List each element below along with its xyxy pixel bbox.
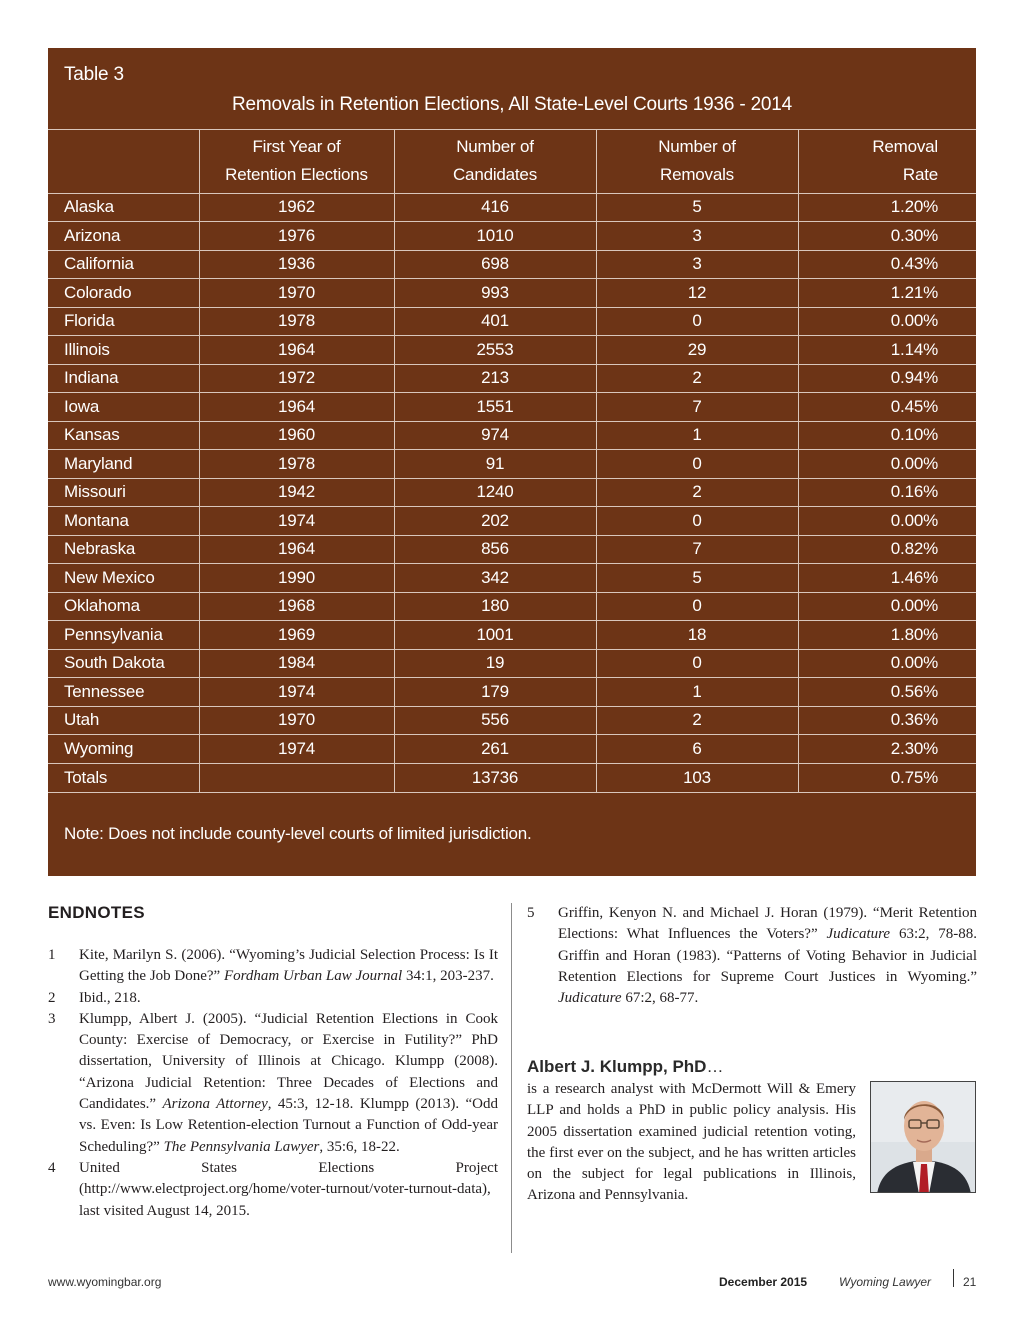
header-state xyxy=(48,130,199,193)
candidates-cell: 342 xyxy=(394,564,596,593)
state-cell: Alaska xyxy=(48,193,199,222)
endnote-3 xyxy=(48,1009,498,1158)
removal-rate-cell: 0.43% xyxy=(798,250,976,279)
removals-cell: 0 xyxy=(596,592,798,621)
first-year-cell: 1942 xyxy=(199,478,394,507)
removal-rate-cell: 1.14% xyxy=(798,336,976,365)
footer-issue-date: December 2015 xyxy=(719,1275,808,1289)
footer-publication: Wyoming Lawyer xyxy=(839,1275,932,1289)
candidates-cell: 856 xyxy=(394,535,596,564)
first-year-cell: 1960 xyxy=(199,421,394,450)
candidates-cell: 91 xyxy=(394,450,596,479)
state-cell: Wyoming xyxy=(48,735,199,764)
removal-rate-cell: 1.21% xyxy=(798,279,976,308)
totals-rate: 0.75% xyxy=(798,763,976,792)
table-row xyxy=(48,393,976,422)
first-year-cell: 1962 xyxy=(199,193,394,222)
candidates-cell: 1001 xyxy=(394,621,596,650)
author-name-ellipsis: … xyxy=(706,1057,724,1076)
state-cell: Pennsylvania xyxy=(48,621,199,650)
candidates-cell: 698 xyxy=(394,250,596,279)
state-cell: Tennessee xyxy=(48,678,199,707)
removal-rate-cell: 0.94% xyxy=(798,364,976,393)
state-cell: South Dakota xyxy=(48,649,199,678)
removals-cell: 1 xyxy=(596,678,798,707)
candidates-cell: 2553 xyxy=(394,336,596,365)
candidates-cell: 1240 xyxy=(394,478,596,507)
totals-label: Totals xyxy=(48,763,199,792)
table-row xyxy=(48,478,976,507)
table-row xyxy=(48,564,976,593)
removal-rate-cell: 1.80% xyxy=(798,621,976,650)
header-removals: Number of Removals xyxy=(596,130,798,193)
removals-cell: 1 xyxy=(596,421,798,450)
removals-cell: 5 xyxy=(596,564,798,593)
state-cell: Montana xyxy=(48,507,199,536)
table-note: Note: Does not include county-level courts of limited jurisdiction. xyxy=(64,824,532,843)
removals-cell: 0 xyxy=(596,507,798,536)
candidates-cell: 401 xyxy=(394,307,596,336)
endnote-4 xyxy=(48,1158,498,1222)
first-year-cell: 1936 xyxy=(199,250,394,279)
state-cell: Kansas xyxy=(48,421,199,450)
removal-rate-cell: 0.00% xyxy=(798,507,976,536)
endnote-1 xyxy=(48,945,498,988)
candidates-cell: 180 xyxy=(394,592,596,621)
first-year-cell: 1976 xyxy=(199,222,394,251)
candidates-cell: 19 xyxy=(394,649,596,678)
first-year-cell: 1990 xyxy=(199,564,394,593)
table-title: Removals in Retention Elections, All State-Level Courts 1936 - 2014 xyxy=(231,94,793,115)
removal-rate-cell: 0.16% xyxy=(798,478,976,507)
endnotes-left-column xyxy=(48,945,498,1222)
candidates-cell: 213 xyxy=(394,364,596,393)
first-year-cell: 1974 xyxy=(199,735,394,764)
state-cell: Colorado xyxy=(48,279,199,308)
table-row xyxy=(48,735,976,764)
table-row xyxy=(48,364,976,393)
table-label: Table 3 xyxy=(64,64,124,85)
removal-rate-cell: 0.00% xyxy=(798,649,976,678)
endnotes-heading: ENDNOTES xyxy=(48,903,145,922)
table-row xyxy=(48,649,976,678)
table-row xyxy=(48,193,976,222)
first-year-cell: 1970 xyxy=(199,279,394,308)
endnote-text: Klumpp, Albert J. (2005). “Judicial Retention Elections in Cook County: Exercise of Democracy, or Exercise in Futility?” PhD dissertation, University of Illinois at Chicago. Klumpp (2008). “Arizona Judicial Retention: Three Decades of Elections and Candidates.” Arizona Attorney, 45:3, 12-18. Klumpp (2013). “Odd vs. Even: Is Low Retention-election Turnout a Function of Odd-year Scheduling?” The Pennsylvania Lawyer, 35:6, 18-22. xyxy=(79,1010,498,1155)
removal-rate-cell: 0.56% xyxy=(798,678,976,707)
removal-rate-cell: 0.45% xyxy=(798,393,976,422)
table-row xyxy=(48,621,976,650)
totals-row xyxy=(48,763,976,792)
removal-rate-cell: 0.00% xyxy=(798,592,976,621)
removals-cell: 0 xyxy=(596,450,798,479)
totals-candidates: 13736 xyxy=(394,763,596,792)
table-header-row xyxy=(48,130,976,193)
candidates-cell: 179 xyxy=(394,678,596,707)
table-row xyxy=(48,307,976,336)
state-cell: Indiana xyxy=(48,364,199,393)
author-name xyxy=(527,1057,723,1077)
first-year-cell: 1974 xyxy=(199,678,394,707)
author-photo xyxy=(870,1081,976,1193)
totals-year xyxy=(199,763,394,792)
candidates-cell: 1010 xyxy=(394,222,596,251)
endnote-2 xyxy=(48,988,498,1009)
state-cell: Arizona xyxy=(48,222,199,251)
table-row xyxy=(48,279,976,308)
table-row xyxy=(48,250,976,279)
first-year-cell: 1974 xyxy=(199,507,394,536)
totals-removals: 103 xyxy=(596,763,798,792)
first-year-cell: 1964 xyxy=(199,535,394,564)
table-row xyxy=(48,706,976,735)
endnote-text: Ibid., 218. xyxy=(79,989,141,1006)
header-removal-rate: Removal Rate xyxy=(798,130,976,193)
endnote-number: 1 xyxy=(48,947,56,963)
removals-cell: 0 xyxy=(596,649,798,678)
removals-cell: 2 xyxy=(596,364,798,393)
removals-cell: 3 xyxy=(596,250,798,279)
removal-rate-cell: 0.36% xyxy=(798,706,976,735)
table-panel xyxy=(48,48,976,876)
author-bio: is a research analyst with McDermott Will & Emery LLP and holds a PhD in public policy analysis. His 2005 dissertation examined judicial retention voting, the first ever on the subject, and he has written articles on the subject for legal publications in Illinois, Arizona and Pennsylvania. xyxy=(527,1081,856,1204)
removals-cell: 2 xyxy=(596,478,798,507)
note-divider xyxy=(48,792,976,793)
first-year-cell: 1972 xyxy=(199,364,394,393)
state-cell: Iowa xyxy=(48,393,199,422)
first-year-cell: 1984 xyxy=(199,649,394,678)
removal-rate-cell: 0.00% xyxy=(798,450,976,479)
state-cell: Oklahoma xyxy=(48,592,199,621)
candidates-cell: 416 xyxy=(394,193,596,222)
first-year-cell: 1964 xyxy=(199,393,394,422)
removals-cell: 3 xyxy=(596,222,798,251)
removal-rate-cell: 0.30% xyxy=(798,222,976,251)
table-row xyxy=(48,592,976,621)
endnote-number: 3 xyxy=(48,1010,56,1027)
endnote-text: Kite, Marilyn S. (2006). “Wyoming’s Judicial Selection Process: Is It Getting the Job Done?” Fordham Urban Law Journal 34:1, 203-237. xyxy=(79,947,498,985)
table-row xyxy=(48,450,976,479)
state-cell: Missouri xyxy=(48,478,199,507)
footer-website: www.wyomingbar.org xyxy=(48,1275,162,1289)
endnote-5 xyxy=(527,903,977,1009)
endnote-text: Griffin, Kenyon N. and Michael J. Horan (1979). “Merit Retention Elections: What Influences the Voters?” Judicature 63:2, 78-88. Griffin and Horan (1983). “Patterns of Voting Behavior in Judicial Retention Elections for Supreme Court Justices in Wyoming.” Judicature 67:2, 68-77. xyxy=(558,905,977,1007)
state-cell: Utah xyxy=(48,706,199,735)
candidates-cell: 1551 xyxy=(394,393,596,422)
removals-cell: 6 xyxy=(596,735,798,764)
table-row xyxy=(48,507,976,536)
candidates-cell: 993 xyxy=(394,279,596,308)
author-name-text: Albert J. Klumpp, PhD xyxy=(527,1057,707,1076)
footer-page-number: 21 xyxy=(963,1275,977,1289)
candidates-cell: 261 xyxy=(394,735,596,764)
removals-cell: 2 xyxy=(596,706,798,735)
first-year-cell: 1970 xyxy=(199,706,394,735)
header-first-year: First Year of Retention Elections xyxy=(199,130,394,193)
first-year-cell: 1964 xyxy=(199,336,394,365)
endnotes-right-column xyxy=(527,903,977,1009)
table-row xyxy=(48,222,976,251)
column-divider xyxy=(511,903,512,1253)
removals-cell: 7 xyxy=(596,393,798,422)
table-row xyxy=(48,336,976,365)
state-cell: Illinois xyxy=(48,336,199,365)
endnote-number: 5 xyxy=(527,905,535,921)
candidates-cell: 556 xyxy=(394,706,596,735)
table-row xyxy=(48,535,976,564)
removal-rate-cell: 0.82% xyxy=(798,535,976,564)
footer-separator xyxy=(953,1269,954,1287)
header-candidates: Number of Candidates xyxy=(394,130,596,193)
removal-rate-cell: 2.30% xyxy=(798,735,976,764)
removals-cell: 0 xyxy=(596,307,798,336)
candidates-cell: 202 xyxy=(394,507,596,536)
table-row xyxy=(48,678,976,707)
state-cell: Maryland xyxy=(48,450,199,479)
endnote-number: 4 xyxy=(48,1159,56,1176)
removal-rate-cell: 0.10% xyxy=(798,421,976,450)
endnote-number: 2 xyxy=(48,989,56,1006)
removals-cell: 12 xyxy=(596,279,798,308)
retention-table xyxy=(48,130,976,793)
state-cell: Nebraska xyxy=(48,535,199,564)
first-year-cell: 1968 xyxy=(199,592,394,621)
endnote-text: United States Elections Project (http://www.electproject.org/home/voter-turnout/voter-turnout-data), last visited August 14, 2015. xyxy=(79,1159,498,1219)
removals-cell: 29 xyxy=(596,336,798,365)
candidates-cell: 974 xyxy=(394,421,596,450)
table-row xyxy=(48,421,976,450)
first-year-cell: 1969 xyxy=(199,621,394,650)
state-cell: California xyxy=(48,250,199,279)
removal-rate-cell: 1.46% xyxy=(798,564,976,593)
state-cell: Florida xyxy=(48,307,199,336)
removal-rate-cell: 0.00% xyxy=(798,307,976,336)
first-year-cell: 1978 xyxy=(199,450,394,479)
removals-cell: 5 xyxy=(596,193,798,222)
removals-cell: 18 xyxy=(596,621,798,650)
first-year-cell: 1978 xyxy=(199,307,394,336)
author-portrait-illustration xyxy=(871,1082,976,1193)
removals-cell: 7 xyxy=(596,535,798,564)
state-cell: New Mexico xyxy=(48,564,199,593)
removal-rate-cell: 1.20% xyxy=(798,193,976,222)
